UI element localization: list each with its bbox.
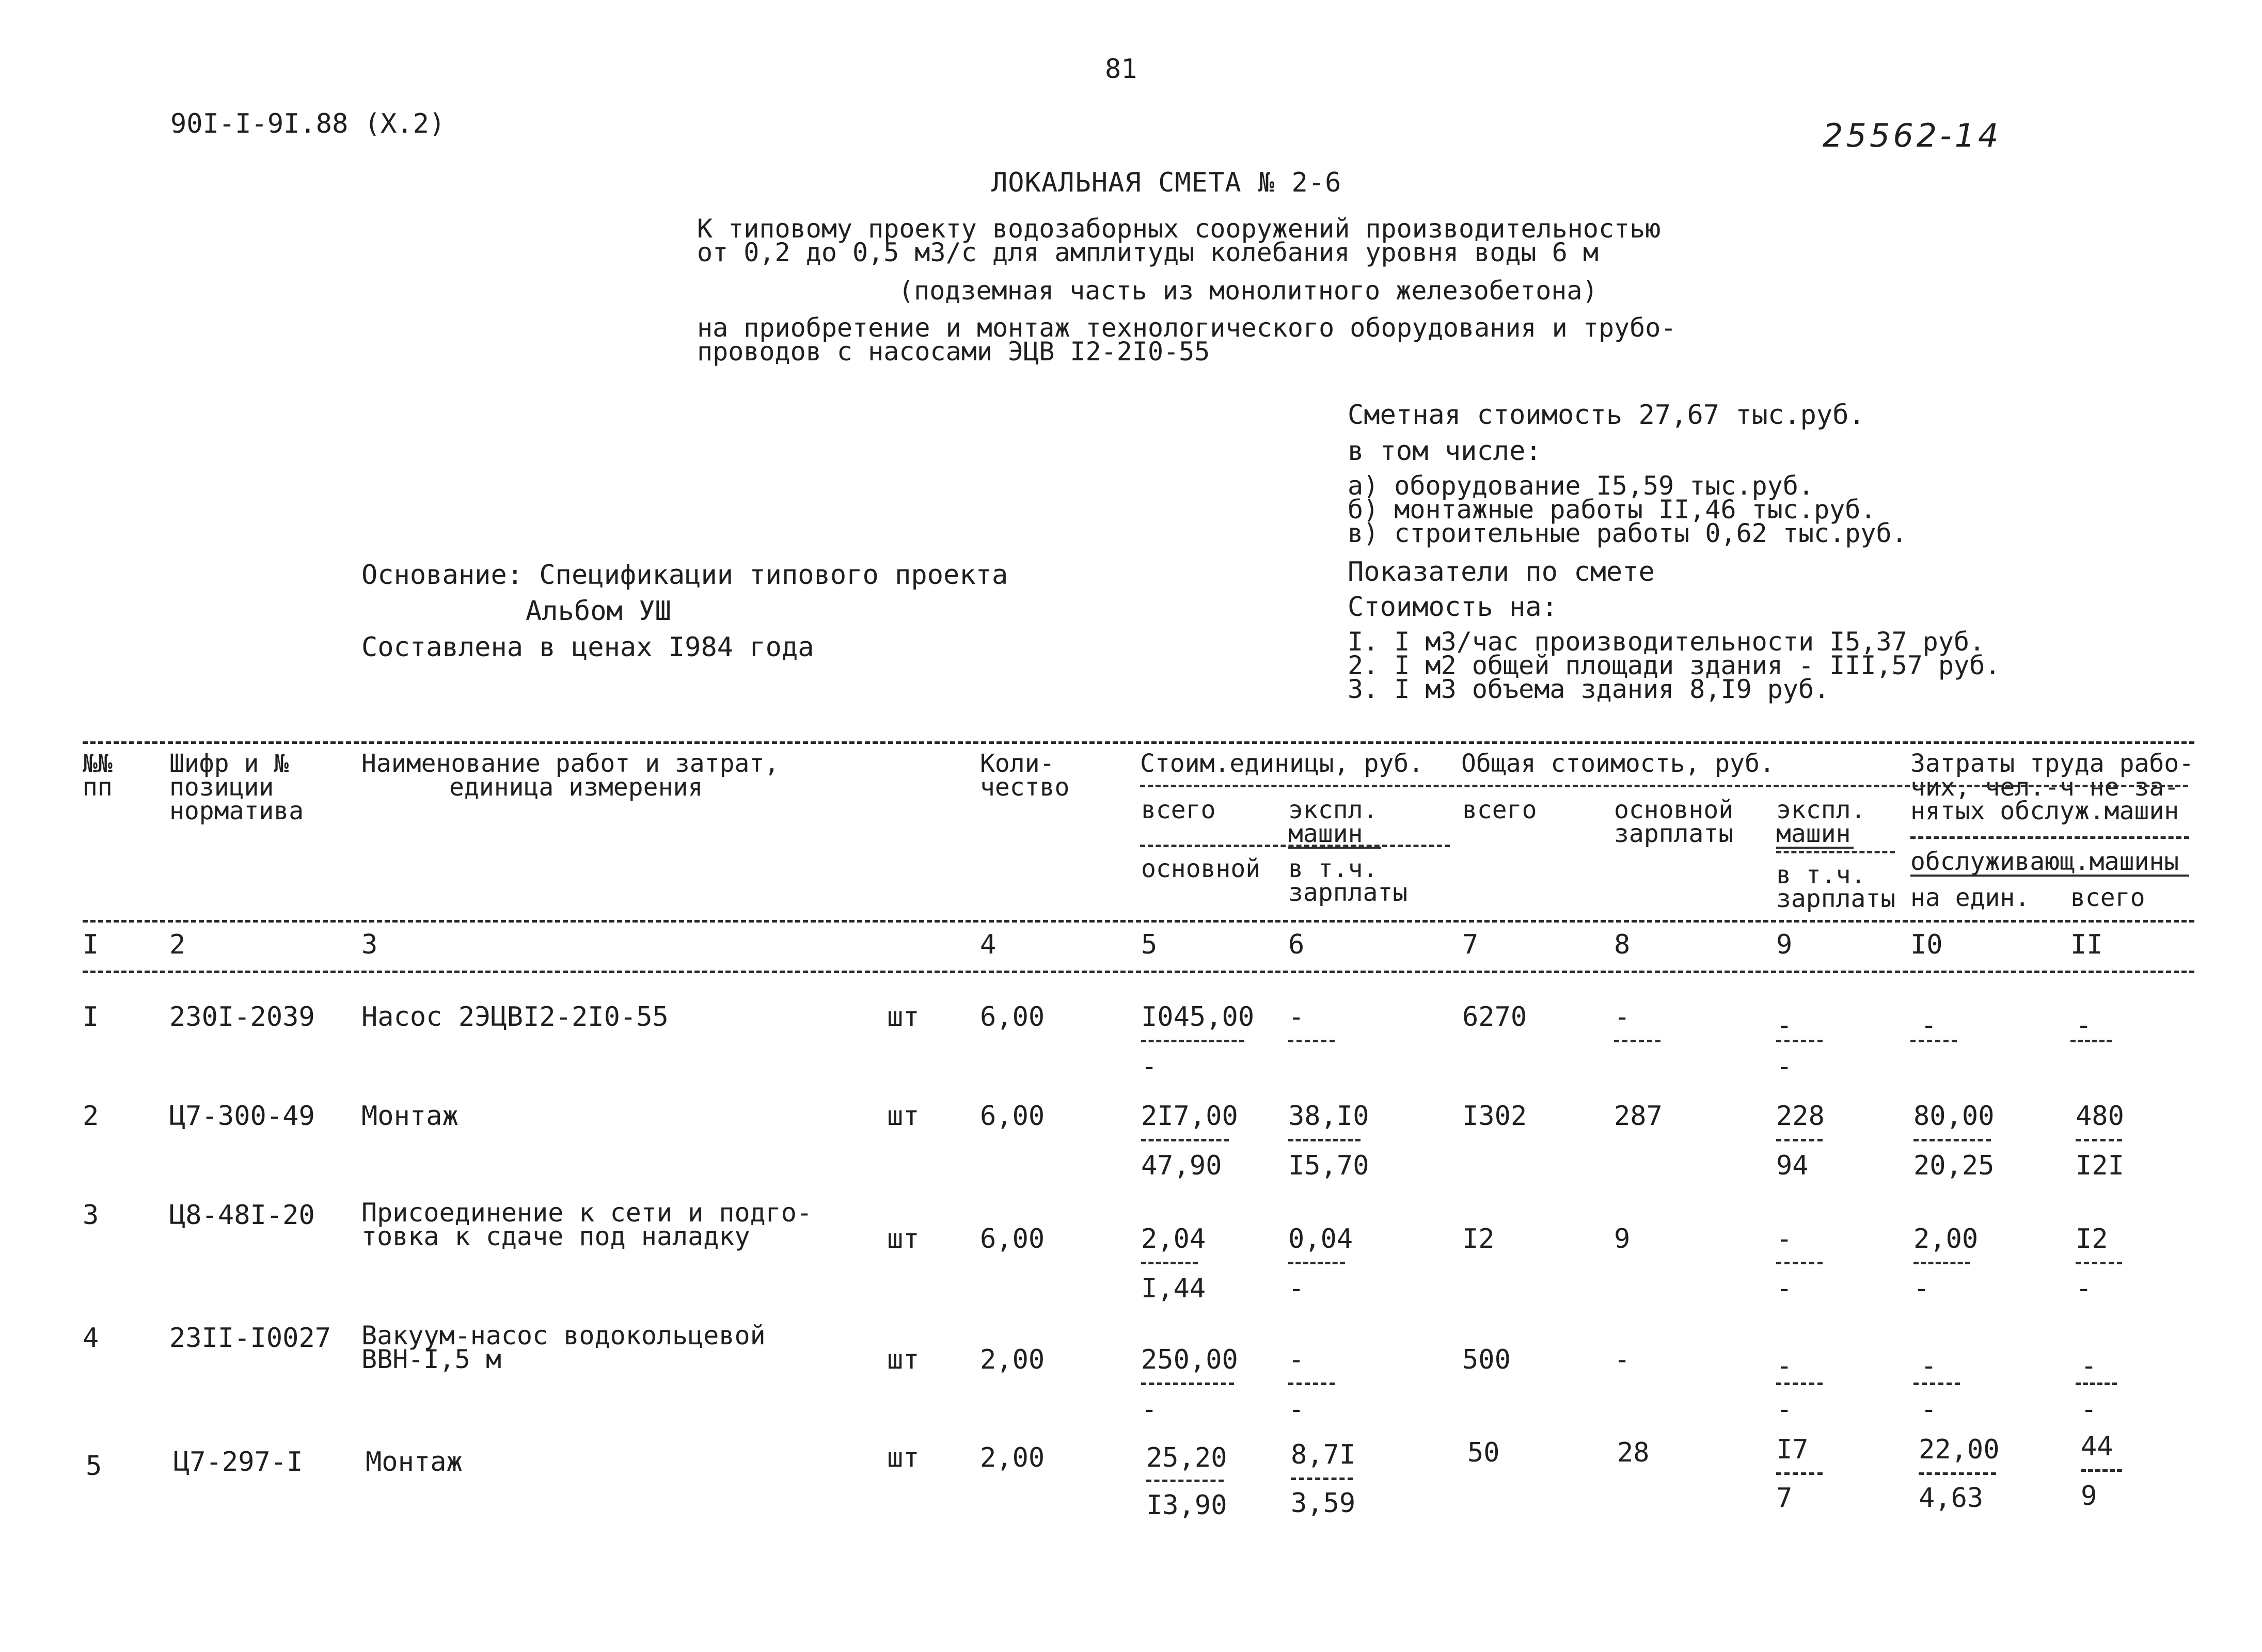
row2-c8: 287 <box>1614 1101 1663 1132</box>
row3-c5-top: 2,04 <box>1141 1224 1206 1254</box>
row2-name: Монтаж <box>361 1101 458 1132</box>
row5-qty: 2,00 <box>980 1442 1045 1473</box>
row3-c11-divider <box>2076 1262 2122 1264</box>
row5-c9-top: I7 <box>1776 1434 1809 1465</box>
row2-c6-divider <box>1288 1139 1361 1141</box>
row3-c11-bottom: - <box>2076 1273 2092 1304</box>
row1-c5-divider <box>1141 1040 1244 1042</box>
description-line-3: (подземная часть из монолитного железобетона) <box>898 276 1598 306</box>
basis-line-1: Основание: Спецификации типового проекта <box>361 560 1008 591</box>
document-title: ЛОКАЛЬНАЯ СМЕТА № 2-6 <box>991 167 1342 198</box>
row5-num: 5 <box>86 1451 102 1482</box>
row3-name-2: товка к сдаче под наладку <box>361 1221 750 1251</box>
row3-name-1: Присоединение к сети и подго- <box>361 1198 812 1228</box>
description-block-2 <box>697 313 1676 367</box>
row3-c7: I2 <box>1462 1224 1495 1254</box>
col-number-8: 8 <box>1614 929 1631 960</box>
header-labor-2: чих, чел.-ч не за- <box>1910 773 2179 802</box>
row2-c11-bottom: I2I <box>2076 1150 2124 1181</box>
row4-unit: шт <box>887 1344 920 1375</box>
header-c8-1: основной <box>1614 796 1734 824</box>
cost-breakdown <box>1348 471 1907 548</box>
header-qty-1: Коли- <box>980 749 1055 778</box>
row4-c11-bottom: - <box>2081 1394 2097 1425</box>
row5-name: Монтаж <box>366 1447 463 1478</box>
header-c11: всего <box>2070 883 2145 912</box>
row1-c10-divider <box>1910 1040 1957 1042</box>
row2-c11-divider <box>2076 1139 2122 1141</box>
row4-c11-top: - <box>2081 1351 2097 1381</box>
header-c9-top-1: экспл. <box>1776 796 1866 824</box>
labor-mid-rule <box>1910 836 2189 839</box>
header-c9-bottom <box>1776 863 1895 911</box>
header-c7: всего <box>1462 796 1537 824</box>
col-number-11: II <box>2070 929 2103 960</box>
row3-c10-top: 2,00 <box>1913 1224 1979 1254</box>
row2-c9-divider <box>1776 1139 1823 1141</box>
row4-c5-divider <box>1141 1383 1234 1385</box>
header-code-1: Шифр и № <box>169 749 289 778</box>
row1-c8: - <box>1614 1002 1631 1032</box>
row5-c5-bottom: I3,90 <box>1146 1490 1227 1521</box>
row2-c11-top: 480 <box>2076 1101 2124 1132</box>
row4-qty: 2,00 <box>980 1344 1045 1375</box>
row5-unit: шт <box>887 1442 920 1473</box>
description-line-5: проводов с насосами ЭЦВ I2-2I0-55 <box>697 337 1210 367</box>
row4-c8: - <box>1614 1344 1631 1375</box>
colnum-bottom-rule <box>83 971 2194 973</box>
header-c9-top-2: машин <box>1776 819 1851 848</box>
header-c6-top-2: машин <box>1288 819 1363 848</box>
row5-c8: 28 <box>1617 1437 1650 1468</box>
row5-c9-bottom: 7 <box>1776 1483 1793 1514</box>
table-top-rule <box>83 741 2194 744</box>
unit-cost-mid-rule <box>1140 845 1450 847</box>
row2-c10-bottom: 20,25 <box>1913 1150 1995 1181</box>
row3-c6-divider <box>1288 1262 1345 1264</box>
row5-c9-divider <box>1776 1472 1823 1475</box>
row3-c5-bottom: I,44 <box>1141 1273 1206 1304</box>
header-c8-2: зарплаты <box>1614 819 1734 848</box>
row4-c5-top: 250,00 <box>1141 1344 1238 1375</box>
row3-name <box>361 1198 812 1251</box>
row2-unit: шт <box>887 1101 920 1132</box>
row2-code: Ц7-300-49 <box>169 1101 315 1132</box>
basis-line-3: Составлена в ценах I984 года <box>361 632 814 663</box>
col-number-7: 7 <box>1462 929 1479 960</box>
indicator-2: 2. I м2 общей площади здания - III,57 руб. <box>1348 650 2001 680</box>
row5-c5-divider <box>1146 1480 1224 1482</box>
row1-c6-top: - <box>1288 1002 1305 1032</box>
header-total-cost: Общая стоимость, руб. <box>1461 749 1775 778</box>
header-labor-sub: обслуживающ.машины <box>1910 847 2179 876</box>
row1-name: Насос 2ЭЦВI2-2I0-55 <box>361 1002 669 1032</box>
col-number-6: 6 <box>1288 929 1305 960</box>
row1-qty: 6,00 <box>980 1002 1045 1032</box>
row3-c6-top: 0,04 <box>1288 1224 1353 1254</box>
row3-c8: 9 <box>1614 1224 1631 1254</box>
row5-c10-divider <box>1919 1472 1996 1475</box>
row3-num: 3 <box>83 1200 99 1231</box>
row5-c10-top: 22,00 <box>1919 1434 2000 1465</box>
cost-installation: б) монтажные работы II,46 тыс.руб. <box>1348 495 1876 525</box>
row2-c5-bottom: 47,90 <box>1141 1150 1222 1181</box>
header-c5-top: всего <box>1141 796 1216 824</box>
header-labor-3: нятых обслуж.машин <box>1910 797 2179 825</box>
header-c6-top-1: экспл. <box>1288 796 1378 824</box>
header-c5-bottom: основной <box>1141 854 1261 883</box>
cost-equipment: а) оборудование I5,59 тыс.руб. <box>1348 471 1814 501</box>
row1-c9-divider <box>1776 1040 1823 1042</box>
row1-unit: шт <box>887 1002 920 1032</box>
row4-c10-bottom: - <box>1921 1394 1937 1425</box>
row1-c10-top: - <box>1921 1010 1937 1041</box>
row4-name-2: ВВН-I,5 м <box>361 1344 501 1374</box>
row4-c6-divider <box>1288 1383 1335 1385</box>
header-unit-cost: Стоим.единицы, руб. <box>1140 749 1424 778</box>
row5-c11-bottom: 9 <box>2081 1481 2097 1512</box>
header-c6-bottom <box>1288 854 1408 907</box>
row4-c6-top: - <box>1288 1344 1305 1375</box>
row5-code: Ц7-297-I <box>173 1447 303 1478</box>
estimated-cost: Сметная стоимость 27,67 тыс.руб. <box>1348 400 1865 431</box>
col-number-2: 2 <box>169 929 186 960</box>
cost-construction: в) строительные работы 0,62 тыс.руб. <box>1348 518 1907 548</box>
row3-c9-top: - <box>1776 1224 1793 1254</box>
col-number-10: I0 <box>1910 929 1943 960</box>
row2-c9-top: 228 <box>1776 1101 1825 1132</box>
header-code <box>169 749 304 825</box>
row5-c6-top: 8,7I <box>1291 1439 1356 1470</box>
description-block <box>697 214 1661 267</box>
header-name-2: единица измерения <box>449 773 703 802</box>
row4-c6-bottom: - <box>1288 1394 1305 1425</box>
row3-c5-divider <box>1141 1262 1198 1264</box>
row2-c6-top: 38,I0 <box>1288 1101 1369 1132</box>
row2-c5-top: 2I7,00 <box>1141 1101 1238 1132</box>
header-c10: на един. <box>1910 883 2030 912</box>
row2-c10-top: 80,00 <box>1913 1101 1995 1132</box>
description-line-1: К типовому проекту водозаборных сооружений производительностью <box>697 214 1661 244</box>
header-code-2: позиции <box>169 773 274 802</box>
basis-line-2: Альбом УШ <box>526 596 671 627</box>
col-number-9: 9 <box>1776 929 1793 960</box>
row4-name-1: Вакуум-насос водокольцевой <box>361 1321 766 1351</box>
row4-c9-bottom: - <box>1776 1394 1793 1425</box>
header-num-2: пп <box>83 773 113 802</box>
row2-c7: I302 <box>1462 1101 1527 1132</box>
row2-qty: 6,00 <box>980 1101 1045 1132</box>
header-c6-bottom-2: зарплаты <box>1288 878 1408 907</box>
row4-c10-divider <box>1913 1383 1960 1385</box>
row4-c10-top: - <box>1921 1351 1937 1381</box>
row1-c9-top: - <box>1776 1010 1793 1041</box>
row4-c5-bottom: - <box>1141 1394 1158 1425</box>
c9-mid-rule <box>1776 851 1895 853</box>
col-number-1: I <box>83 929 99 960</box>
header-code-3: норматива <box>169 797 304 825</box>
col-number-3: 3 <box>361 929 378 960</box>
header-c9-top <box>1776 798 1865 846</box>
header-num-1: №№ <box>83 749 113 778</box>
row1-c8-divider <box>1614 1040 1660 1042</box>
row2-c6-bottom: I5,70 <box>1288 1150 1369 1181</box>
row3-c9-bottom: - <box>1776 1273 1793 1304</box>
row4-c9-divider <box>1776 1383 1823 1385</box>
row2-c10-divider <box>1913 1139 1991 1141</box>
header-name <box>361 749 780 802</box>
indicators-list <box>1348 627 2001 704</box>
row5-c7: 50 <box>1467 1437 1500 1468</box>
row2-num: 2 <box>83 1101 99 1132</box>
header-c6-bottom-1: в т.ч. <box>1288 854 1378 883</box>
col-number-5: 5 <box>1141 929 1158 960</box>
row5-c6-divider <box>1291 1478 1353 1480</box>
row1-c5-top: I045,00 <box>1141 1002 1255 1032</box>
header-labor <box>1910 749 2194 825</box>
row1-c9-bottom: - <box>1776 1051 1793 1082</box>
cost-on-label: Стоимость на: <box>1348 592 1558 623</box>
row5-c5-top: 25,20 <box>1146 1442 1227 1473</box>
header-c9-bottom-2: зарплаты <box>1776 884 1896 913</box>
row4-c11-divider <box>2076 1383 2117 1385</box>
row2-c9-bottom: 94 <box>1776 1150 1809 1181</box>
row1-c11-divider <box>2070 1040 2112 1042</box>
header-c8 <box>1614 798 1733 846</box>
header-labor-1: Затраты труда рабо- <box>1910 749 2194 778</box>
header-c6-top <box>1288 798 1378 846</box>
header-num <box>83 749 113 802</box>
header-qty <box>980 749 1070 802</box>
header-c9-bottom-1: в т.ч. <box>1776 861 1866 889</box>
row3-c10-bottom: - <box>1913 1273 1930 1304</box>
row4-name <box>361 1321 766 1374</box>
row4-code: 23II-I0027 <box>169 1323 331 1354</box>
indicator-3: 3. I м3 объема здания 8,I9 руб. <box>1348 674 1830 704</box>
row4-c7: 500 <box>1462 1344 1511 1375</box>
row5-c11-top: 44 <box>2081 1431 2113 1462</box>
stamp-number: 25562-14 <box>1823 117 2002 154</box>
row3-unit: шт <box>887 1224 920 1254</box>
labor-sub-underline <box>1910 875 2189 877</box>
header-name-1: Наименование работ и затрат, <box>361 749 780 778</box>
row5-c6-bottom: 3,59 <box>1291 1488 1356 1519</box>
description-line-2: от 0,2 до 0,5 м3/с для амплитуды колебания уровня воды 6 м <box>697 237 1599 267</box>
row5-c10-bottom: 4,63 <box>1919 1483 1984 1514</box>
header-sub-rule <box>1140 785 2188 787</box>
row1-c11-top: - <box>2076 1010 2092 1041</box>
c9-underline <box>1776 847 1854 849</box>
row3-c6-bottom: - <box>1288 1273 1305 1304</box>
row4-num: 4 <box>83 1323 99 1354</box>
row3-c10-divider <box>1913 1262 1970 1264</box>
header-bottom-rule <box>83 920 2194 923</box>
page-number: 81 <box>1105 54 1137 85</box>
indicators-title: Показатели по смете <box>1348 557 1655 587</box>
row3-c9-divider <box>1776 1262 1823 1264</box>
col-number-4: 4 <box>980 929 996 960</box>
row1-c6-divider <box>1288 1040 1335 1042</box>
row1-c7: 6270 <box>1462 1002 1527 1032</box>
header-qty-2: чество <box>980 773 1070 802</box>
row5-c11-divider <box>2081 1469 2122 1472</box>
row3-qty: 6,00 <box>980 1224 1045 1254</box>
including-label: в том числе: <box>1348 436 1542 467</box>
row3-c11-top: I2 <box>2076 1224 2108 1254</box>
row3-code: Ц8-48I-20 <box>169 1200 315 1231</box>
document-code: 90I-I-9I.88 (X.2) <box>170 108 446 139</box>
row1-code: 230I-2039 <box>169 1002 315 1032</box>
row4-c9-top: - <box>1776 1351 1793 1381</box>
row2-c5-divider <box>1141 1139 1229 1141</box>
row1-num: I <box>83 1002 99 1032</box>
description-line-4: на приобретение и монтаж технологического оборудования и трубо- <box>697 313 1676 343</box>
row1-c5-bottom: - <box>1141 1051 1158 1082</box>
indicator-1: I. I м3/час производительности I5,37 руб. <box>1348 627 1985 657</box>
